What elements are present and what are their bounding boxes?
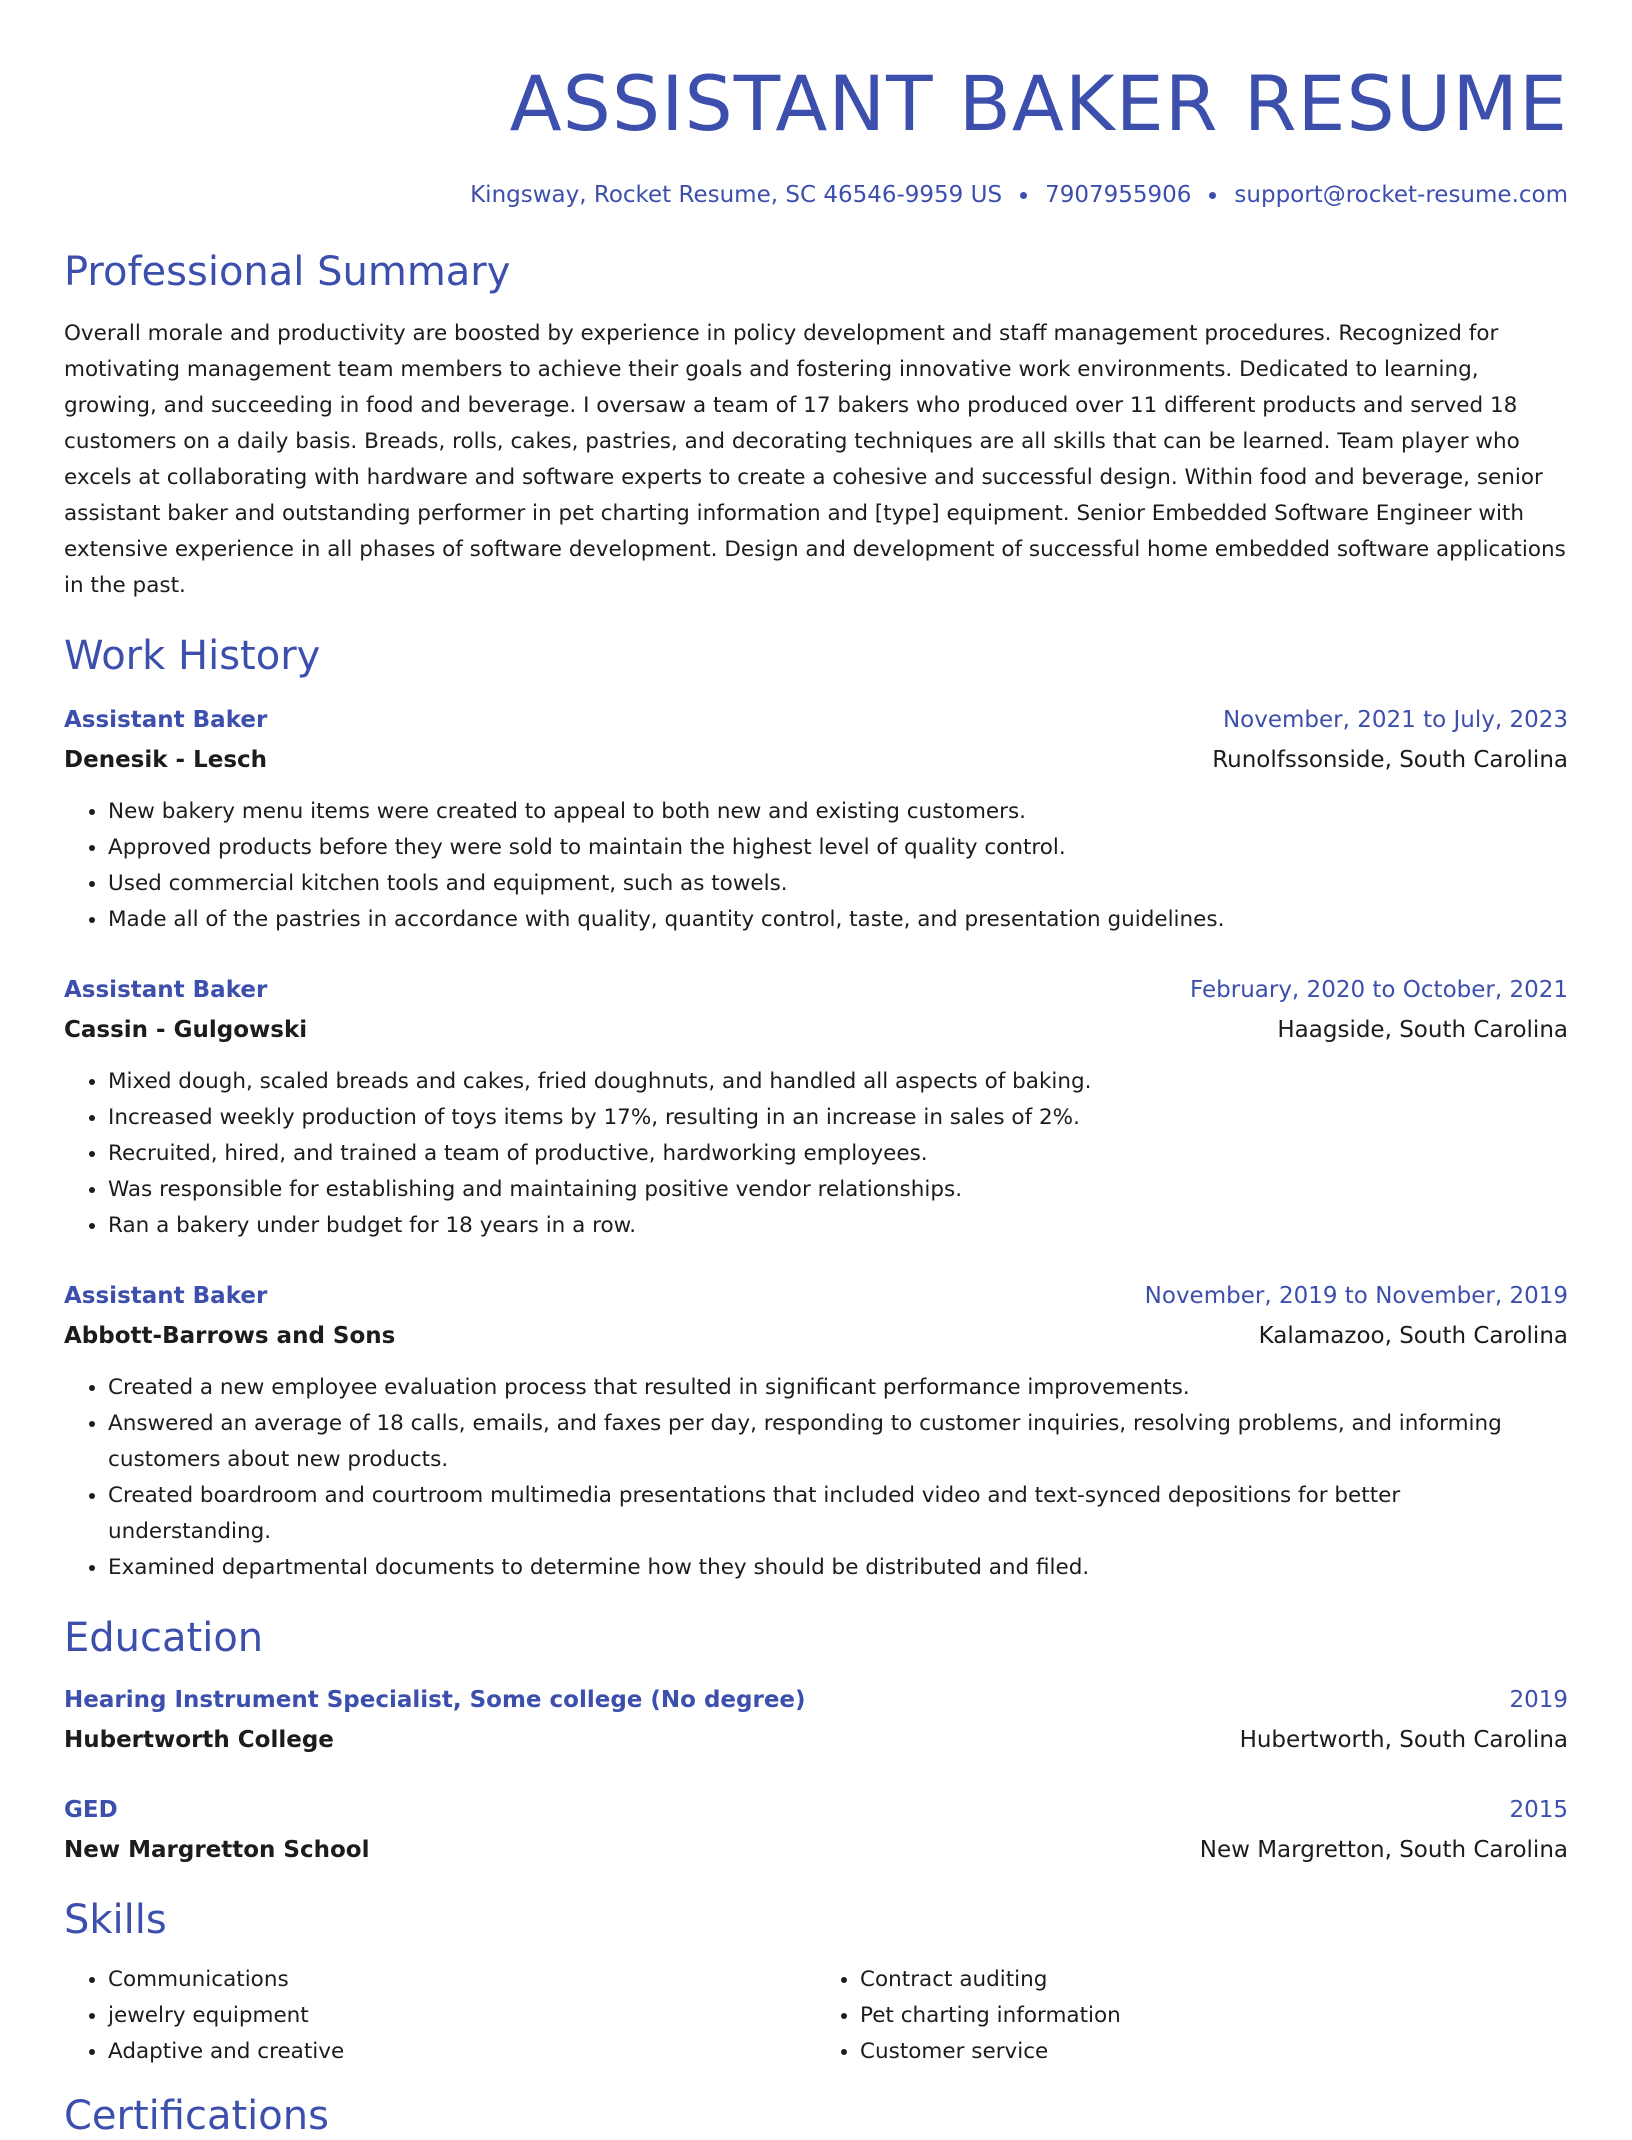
list-item: • Created boardroom and courtroom multimedia presentations that included video and text-synced depositions for better understanding.: [108, 1478, 1568, 1550]
education-degree: Hearing Instrument Specialist, Some college (No degree): [64, 1687, 806, 1713]
resume-title: ASSISTANT BAKER RESUME: [509, 59, 1568, 148]
job-role: Assistant Baker: [64, 1283, 268, 1309]
job-entry: [64, 1276, 1568, 1586]
skill-item: • jewelry equipment: [108, 1998, 816, 2034]
education-year: 2019: [1509, 1687, 1568, 1713]
education-degree: GED: [64, 1797, 118, 1823]
separator-dot: [1209, 192, 1216, 199]
job-dates: February, 2020 to October, 2021: [1190, 977, 1568, 1003]
skills-grid: [64, 1962, 1568, 2070]
list-item: • Ran a bakery under budget for 18 years in a row.: [108, 1208, 1568, 1244]
education-location: Hubertworth, South Carolina: [1239, 1727, 1568, 1753]
section-title-summary: Professional Summary: [64, 249, 511, 295]
job-bullets: [64, 1370, 1568, 1586]
education-entry: [64, 1680, 1568, 1760]
job-location: Runolfssonside, South Carolina: [1212, 747, 1568, 773]
list-item: • Mixed dough, scaled breads and cakes, fried doughnuts, and handled all aspects of baking.: [108, 1064, 1568, 1100]
job-location: Haagside, South Carolina: [1277, 1017, 1568, 1043]
list-item: • New bakery menu items were created to appeal to both new and existing customers.: [108, 794, 1568, 830]
section-title-skills: Skills: [64, 1897, 167, 1943]
list-item: • Increased weekly production of toys items by 17%, resulting in an increase in sales of 2%.: [108, 1100, 1568, 1136]
education-location: New Margretton, South Carolina: [1199, 1837, 1568, 1863]
list-item: • Created a new employee evaluation process that resulted in significant performance improvements.: [108, 1370, 1568, 1406]
section-title-education: Education: [64, 1615, 264, 1661]
job-location: Kalamazoo, South Carolina: [1258, 1323, 1568, 1349]
section-title-certifications: Certifications: [64, 2093, 329, 2139]
contact-line: [64, 182, 1568, 208]
summary-text: Overall morale and productivity are boosted by experience in policy development and staff management procedures. Recognized for motivating management team members to achieve their goals and fostering innovative work environments. Dedicated to learning, growing, and succeeding in food and beverage. I oversaw a team of 17 bakers who produced over 11 different products and served 18 customers on a daily basis. Breads, rolls, cakes, pastries, and decorating techniques are all skills that can be learned. Team player who excels at collaborating with hardware and software experts to create a cohesive and successful design. Within food and beverage, senior assistant baker and outstanding performer in pet charting information and [type] equipment. Senior Embedded Software Engineer with extensive experience in all phases of software development. Design and development of successful home embedded software applications in the past.: [64, 321, 1566, 598]
skill-item: • Communications: [108, 1962, 816, 1998]
contact-email[interactable]: support@rocket-resume.com: [1234, 182, 1568, 208]
list-item: • Recruited, hired, and trained a team of productive, hardworking employees.: [108, 1136, 1568, 1172]
job-company: Cassin - Gulgowski: [64, 1017, 308, 1043]
skill-item: • Customer service: [860, 2034, 1568, 2070]
job-bullets: [64, 1064, 1568, 1244]
list-item: • Examined departmental documents to determine how they should be distributed and filed.: [108, 1550, 1568, 1586]
contact-address: Kingsway, Rocket Resume, SC 46546-9959 US: [470, 182, 1003, 208]
job-role: Assistant Baker: [64, 707, 268, 733]
job-entry: [64, 970, 1568, 1244]
list-item: • Was responsible for establishing and maintaining positive vendor relationships.: [108, 1172, 1568, 1208]
skills-column-left: [64, 1962, 816, 2070]
job-company: Abbott-Barrows and Sons: [64, 1323, 396, 1349]
skill-item: • Contract auditing: [860, 1962, 1568, 1998]
education-school: Hubertworth College: [64, 1727, 334, 1753]
job-company: Denesik - Lesch: [64, 747, 268, 773]
job-role: Assistant Baker: [64, 977, 268, 1003]
list-item: • Answered an average of 18 calls, emails, and faxes per day, responding to customer inquiries, resolving problems, and informing customers about new products.: [108, 1406, 1568, 1478]
skills-column-right: [816, 1962, 1568, 2070]
education-entry: [64, 1790, 1568, 1870]
list-item: • Made all of the pastries in accordance with quality, quantity control, taste, and presentation guidelines.: [108, 902, 1568, 938]
list-item: • Used commercial kitchen tools and equipment, such as towels.: [108, 866, 1568, 902]
separator-dot: [1020, 192, 1027, 199]
list-item: • Approved products before they were sold to maintain the highest level of quality control.: [108, 830, 1568, 866]
contact-phone: 7907955906: [1045, 182, 1192, 208]
job-dates: November, 2019 to November, 2019: [1144, 1283, 1568, 1309]
job-bullets: [64, 794, 1568, 938]
section-title-work: Work History: [64, 633, 321, 679]
skill-item: • Adaptive and creative: [108, 2034, 816, 2070]
job-dates: November, 2021 to July, 2023: [1222, 707, 1568, 733]
skill-item: • Pet charting information: [860, 1998, 1568, 2034]
job-entry: [64, 700, 1568, 938]
education-year: 2015: [1509, 1797, 1568, 1823]
education-school: New Margretton School: [64, 1837, 370, 1863]
